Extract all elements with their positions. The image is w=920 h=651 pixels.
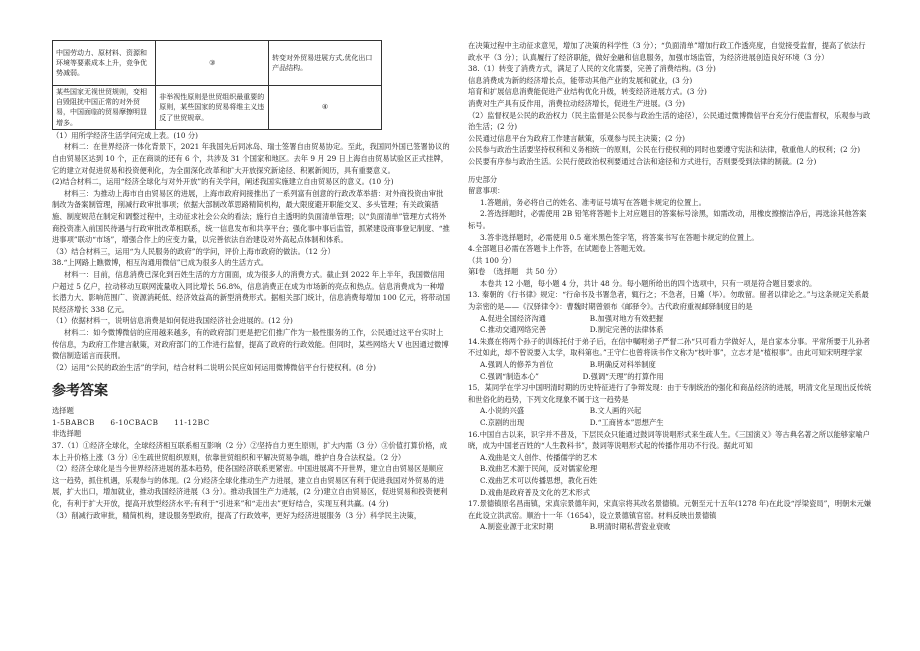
text-line: （3）结合材料三，运用“为人民服务的政府”的学问，评价上海市政府的做法。（12 分） [52,246,335,256]
text-line: 公民参与政治生活要坚持权利和义务相统一的原则，公民在行使权利的同时也要遵守宪法和法律，敬重他人的权利；(2 分) [468,145,861,155]
text-line: 3.答非选择题时，必需使用 0.5 毫米黑色签字笔，将答案书写在答题卡规定的位置上。 [480,232,759,242]
table-cell: 非举视性原则是世贸组织最重要的原则，某些国家的贸易将维主义违反了世贸规章。 [156,86,269,130]
text-line: 13. 秦朝的《行书律》规定：“行命书及书署急者，辄行之；不急者，日觱（毕）。勿敢留。留者以律论之。”与这条规定关系最为亲密的是——《汉驿律令》：曹魏时期曾颁布《邮驿令》。古代政府重视邮驿制度目的是 [468,290,869,312]
text-line: 消费对生产具有反作用，消费拉动经济增长，促进生产进展。(3 分) [468,98,685,108]
text-line: 材料一：目前，信息消费已深化到百姓生活的方方面面，成为很多人的消费方式。截止到 2022 年上半年，我国微信用户超过 5 亿户，拉动移动互联网流量收入同比增长 56.8%，信息消费正在成为市场新的亮点和热点。信息消费成为一种增长潜力大、影响范围广、资源消耗低、经济效益高的新型消费形式。据相关部门统计，信息消费每增加 100 亿元，将带动国民经济增长 338 亿元。 [52,269,450,314]
text-line: （2）监督权是公民的政治权力（民主监督是公民参与政治生活的途径），公民通过微博微信平台充分行使监督权，乐观参与政治生活；(2 分) [468,110,871,132]
table-cell: 中国劳动力、原材料、资源和环境等要素成本上升，竞争优势减弱。 [53,41,156,86]
table-cell: 转变对外贸易进展方式,优化出口产品结构。 [269,41,382,86]
text-line: 在决策过程中主动征求意见，增加了决策的科学性（3 分）；“负面清单”增加行政工作透亮度，自觉接受监督，提高了依法行政水平（3 分）；认真履行了经济职能，做好金融和信息服务，加强市场监管，为经济进展创造良好环境（3 分） [468,41,866,62]
text-line: 本卷共 12 小题，每小题 4 分，共计 48 分。每小题所给出的四个选项中，只有一项是符合题目要求的。 [480,278,817,288]
text-line: 38.（1）转变了消费方式，满足了人民的文化需要，完善了消费结构。(3 分) [468,64,716,74]
text-line: 1.答题前，务必将自己的姓名、准考证号填写在答题卡规定的位置上。 [480,197,706,207]
table-row [53,41,382,86]
select-label: 选择题 [52,406,74,416]
text-line: C.戏曲艺术可以传播思想，教化百姓 [480,475,598,485]
answer-paragraph: （3）削减行政审批，精简机构，建设服务型政府，提高了行政效率，更好为经济进展服务（3 分）科学民主决策， [52,510,422,520]
text-line: C.京剧的出现 D.“工商皆本”思想产生 [480,418,664,427]
text-line: B.戏曲艺术源于民间，反对儒家伦理 [480,464,598,474]
text-line: 15．某同学在学习中国明清时期的历史特征进行了争辩发现：由于专制统治的强化和商品经济的进展，明清文化呈现出反传统和世俗化的趋势，下列文化现象不属于这一趋势是 [468,383,872,404]
question-table [52,40,382,130]
text-line: C.推动交通网络完善 D.制定完善的法律体系 [480,325,664,335]
table-cell: ③ [156,41,269,86]
text-line: 第Ⅰ卷 （选择题 共 50 分） [468,267,562,277]
text-line: A.强调人的修养为首位 B.明确反对科举制度 [480,360,656,370]
text-line: 信息消费成为新的经济增长点，能带动其他产业的发展和就业，(3 分) [468,75,693,85]
right-question-text [468,40,872,533]
text-line: 历史部分 [468,174,498,184]
text-line: 培育和扩展信息消费能促进产业结构优化升级，转变经济进展方式。(3 分) [468,87,707,97]
left-question-text [52,130,450,373]
text-line: 留意事项： [468,186,505,196]
text-line: （1）依据材料一，说明信息消费是如何促进我国经济社会进展的。(12 分) [52,316,293,326]
text-line: A.制瓷业源于北宋时期 B.明清时期私营瓷业衰败 [480,522,671,532]
text-line: A.促进全国经济沟通 B.加强对地方有效把握 [480,313,664,323]
text-line: 公民要有序参与政治生活。公民行使政治权利要通过合法和途径和方式进行，否则要受到法律的制裁。(2 分) [468,156,817,166]
text-line: 14.朱熹在将两个孙子的训练托付于弟子后，在信中嘱咐弟子严督二孙“只可看力学做好人，是自家本分事。平常所要于儿孙者不过如此，却不曾说要入太学，取科第也。”王守仁也曾将读书作文称为“枝叶事”，立志才是“植根事”。由此可知宋明理学家 [468,336,871,358]
text-line: A.戏曲是文人创作、传播儒学的艺术 [480,452,598,462]
table-cell: ④ [269,86,382,130]
left-column [52,40,450,521]
text-line: 公民通过信息平台为政府工作建言献策，乐观参与民主决策；(2 分) [468,133,685,143]
text-line: D.戏曲是政府普及文化的艺术形式 [480,487,591,497]
text-line: 38.“上网路上瞧微博，相互沟通用微信”已成为很多人的生活方式。 [52,258,269,268]
text-line: （2）运用“公民的政治生活”的学问，结合材料二说明公民应如何运用微博微信平台行使权利。(8 分) [52,362,376,372]
text-line: （1）用所学经济生活学问完成上表。(10 分) [52,130,198,140]
answer-heading: 参考答案 [52,383,108,400]
text-line: （共 100 分） [468,255,516,265]
text-line: 17.景德镇原名昌南镇，宋真宗景德年间，宋真宗将其改名景德镇。元朝至元十五年(1278 年)在此设“浮梁瓷局”，明朝未元嫌在此设立洪武窑。顺治十一年（1654），设立景德镇官窑。材料反映出景德镇 [468,499,872,520]
text-line: 材料三：为推动上海市自由贸易区的进展，上海市政府间接推出了一系列富有创意的行政改革举措：对外商投资由审批制改为备案制管理，削减行政审批事项；依据大部制改革思路精简机构，最大限度避开职能交叉、多头管理；有关政策措施、制度规范在制定和调整过程中，主动征求社会公众的看法；施行自主透明的负面清单管理；以“负面清单”管理方式将外商投资准入前国民待遇与行政审批改革相联系，统一信息发布和共享平台；强化事中事后监管，抓紧建设商事登记制度、“推进事项”联动“市场”，增强合作上的应变力量，以完善依法自治建设对外高起点体制和体系。 [52,188,450,245]
text-line: C.强调“制造本心” D.强调“天理”的打算作用 [480,371,664,381]
text-line: (2)结合材料二，运用“经济全球化与对外开放”的有关学问，阐述我国实施建立自由贸易区的意义。(10 分) [52,177,394,187]
text-line: 材料二：如今微博微信的应用越来越多，有的政府部门更是把它们推广作为一般性服务的工作，公民通过这平台实时上传信息，为政府工作建言献策，对政府部门的工作进行监督，提高了政府的行政效能。但同时，某些网络大 V 也因通过微博微信制造谣言而获刑。 [52,327,449,361]
text-line: 材料二：在世界经济一体化背景下，2021 年我国先后同冰岛、瑞士签署自由贸易协定。至此，我国同外国已签署协议的自由贸易区达到 10 个，正在商谈的还有 6 个，共涉及 31 个国家和地区。去年 9 月 29 日上海自由贸易试验区正式挂牌，它的建立对促进贸易和投资便利化，为全面深化改革和扩大开放探究新途径、积累新阅历，具有重要意义。 [52,142,450,175]
answer-paragraph: 37.（1）①经济全球化，全球经济相互联系相互影响（2 分）②坚持自力更生原则，扩大内需（3 分）③价值打算价格，成本上升价格上涨（3 分）④生疏世贸组织原则，依靠世贸组织和平解决贸易争端，维护自身合法权益。（2 分） [52,441,448,462]
right-column [468,40,872,533]
nonselect-label: 非选择题 [52,429,82,439]
select-answers: 1-5BABCB 6-10CBACB 11-12BC [52,417,210,427]
text-line: A.小说的兴盛 B.文人画的兴起 [480,406,642,416]
table-cell: 某些国家无视世贸规则，变相自毁阻扰中国正常的对外贸易，中国面临的贸易摩擦明显增多。 [53,86,156,130]
text-line: 2.答选择题时，必需使用 2B 铅笔将答题卡上对应题目的答案标号涂黑，如需改动，用橡皮擦擦洁净后，再选涂其他答案标号。 [468,209,867,230]
text-line: 4.全部题目必需在答题卡上作答，在试题卷上答题无效。 [468,244,651,254]
table-row [53,86,382,130]
answer-paragraph: （2）经济全球化是当今世界经济进展的基本趋势，使各国经济联系更紧密。中国进展离不开世界，建立自由贸易区是顺应这一趋势，抓住机遇，乐观参与的体现。(2 分)经济全球化推动生产力进展，建立自由贸易区有利于促进我国对外贸易的进展，扩大出口，增加就业，推动我国经济进展（3 分）。推动我国生产力进展，(2 分)建立自由贸易区，促进贸易和投资便利化，有利于扩大开放，提高开放型经济水平;有利于“引进来”和“走出去”更好结合，实现互利共赢。(4 分) [52,464,448,509]
text-line: 16.中国自古以来，识字并不普及，下层民众只能通过鼓词等说唱形式来生疏人生。《三国演义》等古典名著之所以能够家喻户晓，成为中国老百姓的“人生教科书”，鼓词等说唱形式起的传播作用功不行没。据此可知 [468,429,870,451]
